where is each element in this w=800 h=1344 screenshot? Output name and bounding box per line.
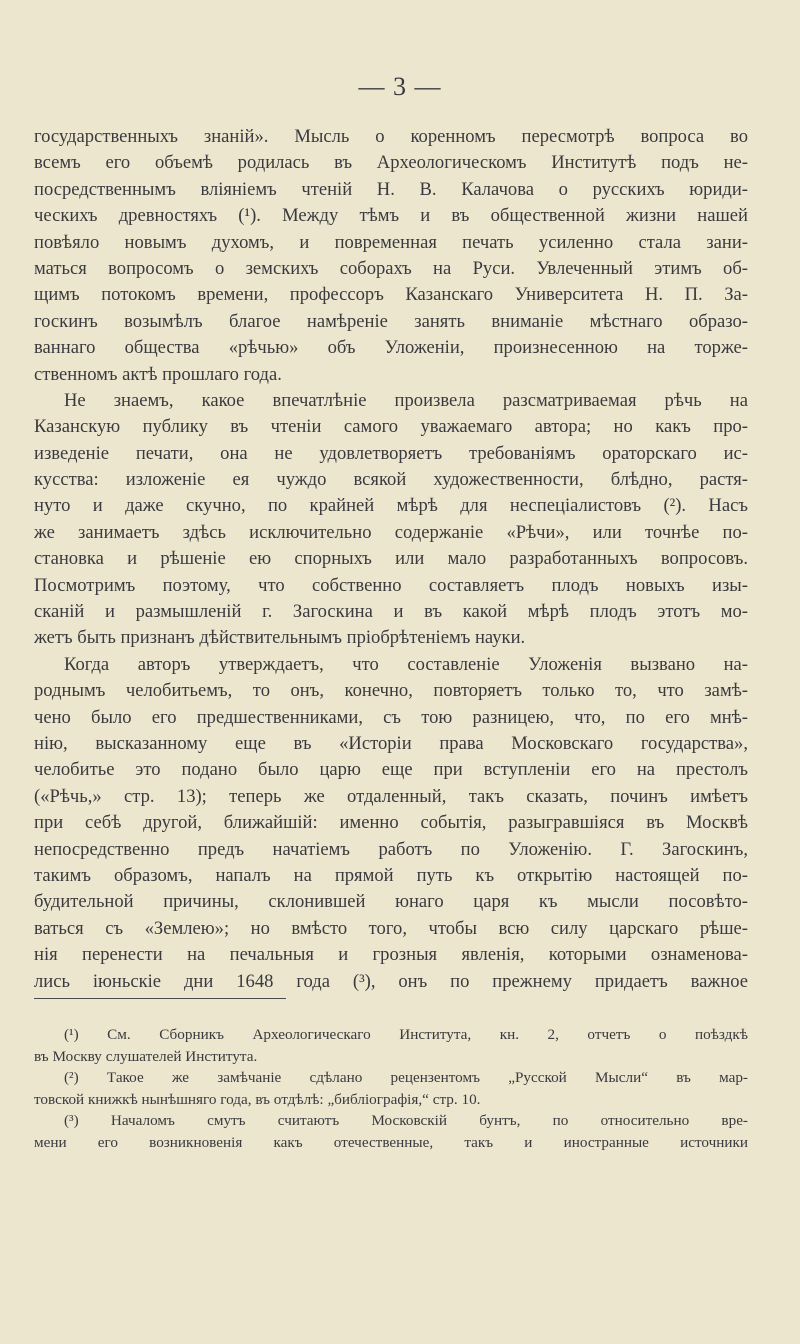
- text-line: становка и рѣшеніе ею спорныхъ или мало разработанныхъ вопросовъ.: [34, 548, 748, 570]
- footnote-2: [34, 1067, 748, 1110]
- text-line: чено было его предшественниками, съ тою разницею, что, по его мнѣ-: [34, 706, 748, 728]
- text-line: лись іюньскіе дни 1648 года (³), онъ по прежнему придаетъ важное: [34, 970, 748, 992]
- text-line: жетъ быть признанъ дѣйствительнымъ пріобрѣтеніемъ науки.: [34, 627, 526, 649]
- text-line: нія перенести на печальныя и грозныя явленія, которыми ознаменова-: [34, 944, 748, 966]
- text-line: всемъ его объемѣ родилась въ Археологическомъ Институтѣ подъ не-: [34, 152, 748, 174]
- text-line: изведеніе печати, она не удовлетворяетъ требованіямъ ораторскаго ис-: [34, 442, 748, 464]
- footnote-line: товской книжкѣ нынѣшняго года, въ отдѣлѣ: „библіографія,“ стр. 10.: [34, 1090, 481, 1108]
- paragraph-2: [34, 388, 748, 652]
- text-line: челобитье это подано было царю еще при вступленіи его на престолъ: [34, 759, 748, 781]
- text-line: госкинъ возымѣлъ благое намѣреніе занять вниманіе мѣстнаго образо-: [34, 310, 748, 332]
- footnote-3: [34, 1110, 748, 1153]
- text-line: Не знаемъ, какое впечатлѣніе произвела разсматриваемая рѣчь на: [64, 389, 748, 411]
- text-line: такимъ образомъ, напалъ на прямой путь къ открытію настоящей по-: [34, 864, 748, 886]
- text-line: маться вопросомъ о земскихъ соборахъ на Руси. Увлеченный этимъ об-: [34, 257, 748, 279]
- text-line: ческихъ древностяхъ (¹). Между тѣмъ и въ общественной жизни нашей: [34, 205, 748, 227]
- footnotes: [34, 1024, 748, 1154]
- footnote-line: (²) Такое же замѣчаніе сдѣлано рецензентомъ „Русской Мысли“ въ мар-: [64, 1069, 748, 1087]
- text-line: государственныхъ знаній». Мысль о коренномъ пересмотрѣ вопроса во: [34, 126, 748, 147]
- text-line: ственномъ актѣ прошлаго года.: [34, 363, 282, 385]
- text-line: («Рѣчь,» стр. 13); теперь же отдаленный, такъ сказать, починъ имѣетъ: [34, 785, 748, 807]
- text-line: щимъ потокомъ времени, профессоръ Казанскаго Университета Н. П. За-: [34, 284, 748, 306]
- body-text: [34, 124, 748, 995]
- footnote-line: въ Москву слушателей Института.: [34, 1047, 258, 1065]
- text-line: нію, высказанному еще въ «Исторіи права Московскаго государства»,: [34, 732, 748, 754]
- footnote-divider: [34, 998, 286, 999]
- text-line: будительной причины, склонившей юнаго царя къ мысли посовѣто-: [34, 891, 748, 913]
- footnote-line: (¹) См. Сборникъ Археологическаго Института, кн. 2, отчетъ о поѣздкѣ: [64, 1026, 748, 1043]
- text-line: роднымъ челобитьемъ, то онъ, конечно, повторяетъ только то, что замѣ-: [34, 680, 748, 702]
- text-line: Казанскую публику въ чтеніи самого уважаемаго автора; но какъ про-: [34, 416, 748, 438]
- footnote-1: [34, 1024, 748, 1067]
- text-line: непосредственно предъ начатіемъ работъ по Уложенію. Г. Загоскинъ,: [34, 838, 748, 860]
- text-line: сканій и размышленій г. Загоскина и въ какой мѣрѣ плодъ этотъ мо-: [34, 601, 748, 623]
- footnote-line: (³) Началомъ смутъ считаютъ Московскій бунтъ, по относительно вре-: [64, 1112, 748, 1130]
- text-line: кусства: изложеніе ея чуждо всякой художественности, блѣдно, растя-: [34, 469, 748, 491]
- text-line: нуто и даже скучно, по крайней мѣрѣ для неспеціалистовъ (²). Насъ: [34, 495, 748, 517]
- footnote-line: мени его возникновенія какъ отечественные, такъ и иностранные источники: [34, 1133, 748, 1151]
- page-number: — 3 —: [358, 72, 442, 101]
- text-line: повѣяло новымъ духомъ, и повременная печать усиленно стала зани-: [34, 231, 748, 253]
- text-line: посредственнымъ вліяніемъ чтеній Н. В. Калачова о русскихъ юриди-: [34, 178, 748, 200]
- paragraph-1: [34, 124, 748, 388]
- text-line: Когда авторъ утверждаетъ, что составленіе Уложенія вызвано на-: [64, 653, 748, 675]
- paragraph-3: [34, 652, 748, 995]
- text-line: ваться съ «Землею»; но вмѣсто того, чтобы всю силу царскаго рѣше-: [34, 917, 748, 939]
- text-line: при себѣ другой, ближайшій: именно событія, разыгравшіяся въ Москвѣ: [34, 812, 748, 834]
- text-line: же занимаетъ здѣсь исключительно содержаніе «Рѣчи», или точнѣе по-: [34, 521, 748, 543]
- text-line: Посмотримъ поэтому, что собственно составляетъ плодъ новыхъ изы-: [34, 574, 748, 596]
- text-line: ваннаго общества «рѣчью» объ Уложеніи, произнесенною на торже-: [34, 337, 748, 359]
